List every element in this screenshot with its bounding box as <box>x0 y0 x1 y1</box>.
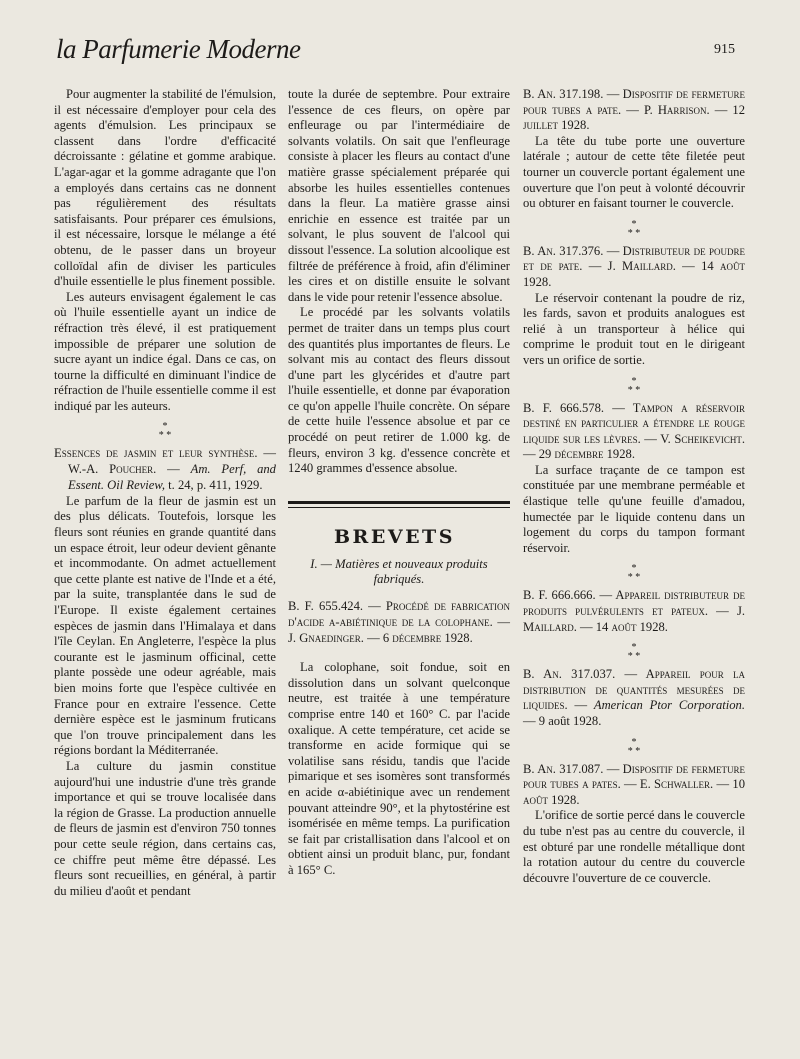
section-rule-thin <box>288 507 510 508</box>
paragraph: La tête du tube porte une ouverture latérale ; autour de cette tête filetée peut tourner un couvercle portant également une ouverture que l'on peut à volonté découvrir ou obturer en faisant tourner le couvercle. <box>523 133 745 211</box>
ornament-asterism: * * * <box>627 218 641 239</box>
paragraph: Le réservoir contenant la poudre de riz, les fards, savon et produits analogues est relié à un transporteur à hélice qui comprime le produit tout en le dirigeant vers un orifice de sortie. <box>523 290 745 367</box>
patent-reference: B. An. 317.376. — Distributeur de poudre et de pate. — J. Maillard. — 14 août 1928. <box>523 243 745 289</box>
paragraph: La colophane, soit fondue, soit en dissolution dans un solvant quelconque neutre, est traitée à une température comprise entre 140 et 160° C. par l'acide oxalique. A cette température, cet acide se transforme en acide formique qui se volatilise sans résidu, tandis que l'acide pimarique et ses isomères sont transformés en acide α-abiétinique avec un rendement pouvant atteindre 90°, et la phytostérine est isomérisée en même temps. La purification se fait par cristallisation dans l'alcool et on obtient ainsi un produit blanc, pur, fondant à 165° C. <box>288 660 510 877</box>
column-middle <box>288 87 510 879</box>
paragraph: La culture du jasmin constitue aujourd'hui une industrie d'une très grande importance et qui se trouve localisée dans la région de Grasse. La production annuelle de fleurs de jasmin est d'environ 750 tonnes pour cette seule région, dans certains cas, ce chiffre peut même être dépassé. Les fleurs sont recueillies, en général, à partir du milieu d'août et pendant <box>54 758 276 898</box>
patent-reference: B. An. 317.087. — Dispositif de fermeture pour tubes a pates. — E. Schwaller. — 10 août 1928. <box>523 761 745 807</box>
section-rule <box>288 501 510 504</box>
journal-details: t. 24, p. 411, 1929. <box>168 478 263 493</box>
column-right <box>523 87 745 886</box>
paragraph: Le parfum de la fleur de jasmin est un des plus délicats. Toutefois, lorsque les fleurs sont réunies en grande quantité dans un espace étroit, leur odeur devient gênante et incommodante. On admet actuellement que cette plante est native de l'Inde et a été, par la suite, transplantée dans le sud de l'Europe. Il existe également certaines espèces de jasmin dans l'Himalaya et dans l'île Ceylan. En Angleterre, l'espèce la plus courante est le jasminum officinal, cette plante possède une odeur agréable, mais bien moins forte que l'espèce cultivée en France pour en extraire l'essence. Cette dernière espèce est le jasminum fruticans que l'on trouve principalement dans les régions bordant la Méditerranée. <box>54 493 276 758</box>
asterisk: * <box>162 421 168 433</box>
paragraph: Les auteurs envisagent également le cas où l'huile essentielle ayant un indice de réfraction très élevé, il est pratiquement impossible de préparer une solution de sucre ayant un indice égal. Dans ce cas, on tourne la difficulté en diminuant l'indice de réfraction de l'huile essentielle comme il est indiqué par les auteurs. <box>54 289 276 413</box>
article-title: Essences de jasmin et leur synthèse. <box>54 446 258 461</box>
article-author: — W.-A. Poucher. — <box>68 446 276 477</box>
masthead-logo: la Parfumerie Moderne <box>56 34 301 64</box>
patent-reference: B. An. 317.037. — Appareil pour la distribution de quantités mesurées de liquides. — American Ptor Corporation. — 9 août 1928. <box>523 667 746 728</box>
patent-reference: B. F. 655.424. — Procédé de fabrication d'acide α-abiétinique de la colophane. — J. Gnaedinger. — 6 décembre 1928. <box>288 599 510 645</box>
paragraph: La surface traçante de ce tampon est constituée par une membrane perméable et élastique telle qu'une feuille d'amadou, humectée par le liquide contenu dans un logement du corps du tampon formant réservoir. <box>523 462 745 555</box>
paragraph: toute la durée de septembre. Pour extraire l'essence de ces fleurs, on opère par enfleurage ou par l'intermédiaire de solvants volatils. On sait que l'enfleurage consiste à placer les fleurs au contact d'une matière grasse spécialement préparée qui absorbe les huiles essentielles contenues dans la fleur. La matière grasse ainsi enrichie en essence est traitée par un solvant, le plus souvent de l'alcool qui dissout l'essence. La solution alcoolique est filtrée de préférence à froid, afin d'éliminer les cires et on distille ensuite le solvant dans le vide pour retenir l'essence absolue. <box>288 87 510 304</box>
asterisk-pair: * * <box>158 430 172 442</box>
company-name: American Ptor Corporation. <box>593 698 746 713</box>
ornament-asterism: * * * <box>627 736 641 757</box>
section-heading-brevets: BREVETS <box>334 525 455 548</box>
subsection-heading: I. — Matières et nouveaux produits fabriqués. <box>310 557 488 587</box>
ornament-asterism <box>54 422 276 440</box>
column-left <box>54 87 276 899</box>
patent-reference: B. F. 666.578. — Tampon a réservoir destiné en particulier a étendre le rouge liquide sur les lèvres. — V. Scheikevicht. — 29 décembre 1928. <box>523 400 745 462</box>
ornament-asterism: * * * <box>627 642 641 663</box>
ornament-asterism: * * * <box>627 563 641 584</box>
page-number: 915 <box>714 42 735 57</box>
paragraph: Pour augmenter la stabilité de l'émulsion, il est nécessaire d'employer pour cela des agents d'émulsion. Les principaux se classent dans l'ordre d'efficacité décroissante : gélatine et gomme arabique. L'agar-agar et la gomme adragante que l'on a employés dans certains cas ne donnent pas régulièrement des résultats satisfaisants. Pour préparer ces émulsions, il est nécessaire, lorsque le mélange a été obtenu, de le passer dans un broyeur colloïdal afin de diviser les particules d'huile essentielle le plus finement possible. <box>54 87 276 289</box>
paragraph: Le procédé par les solvants volatils permet de traiter dans un temps plus court des quantités plus importantes de fleurs. Le solvant mis au contact des fleurs dissout d'une part les glycérides et d'autre part l'huile essentielle, et donne par évaporation ce qu'on appelle l'huile concrète. On sépare de cette huile l'essence absolue et par ce procédé on peut retirer de 1.000 kg. de fleurs, environ 3 kg. d'essence concrète et 1240 grammes d'essence absolue. <box>288 305 510 476</box>
article-reference <box>54 446 276 493</box>
ornament-asterism: * * * <box>627 375 641 396</box>
paragraph: L'orifice de sortie percé dans le couvercle du tube n'est pas au centre du couvercle, il est obturé par une rondelle métallique dont la rotation autour du centre du couvercle découvre l'ouverture de ce couvercle. <box>523 808 745 885</box>
journal-name: Am. Perf, and Essent. Oil Review, <box>68 462 276 493</box>
patent-reference: B. F. 666.666. — Appareil distributeur de produits pulvérulents et pateux. — J. Maillard. — 14 août 1928. <box>523 588 745 634</box>
patent-reference: B. An. 317.198. — Dispositif de fermeture pour tubes a pate. — P. Harrison. — 12 juillet 1928. <box>523 87 745 133</box>
